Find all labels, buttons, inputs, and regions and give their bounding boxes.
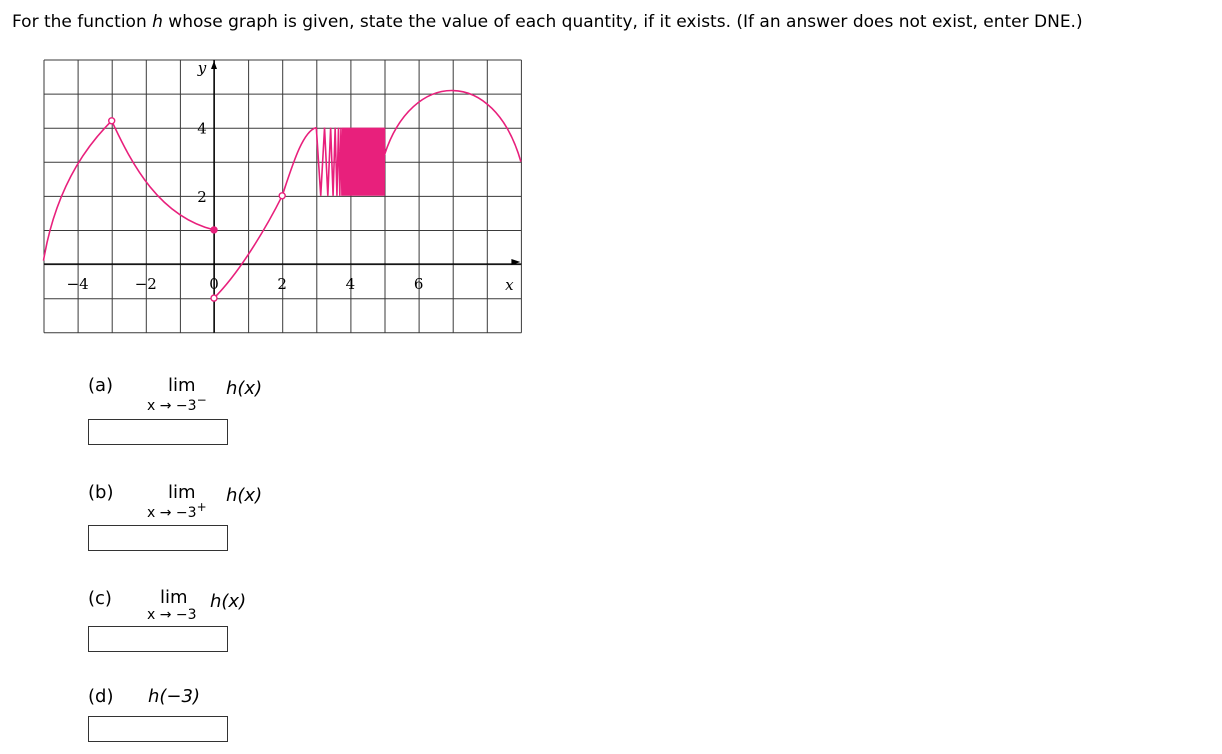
part-d-answer-input[interactable] [88,716,228,742]
part-c-func: h(x) [210,591,247,612]
y-axis-arrow [211,61,217,69]
part-d-label: (d) [88,686,114,707]
part-b-lim: lim [168,482,196,503]
curve-oscillation [316,128,384,196]
x-tick-label: 0 [209,275,219,293]
y-axis-label: y [197,59,207,77]
part-c-label: (c) [88,588,112,609]
y-tick-label: 2 [197,187,207,206]
open-point-at-neg3 [109,118,115,124]
x-tick-label: −4 [66,275,89,293]
part-c-sub-base: x → −3 [147,607,197,623]
y-tick-label: 4 [197,119,207,138]
prompt-text-after: whose graph is given, state the value of each quantity, if it exists. (If an answer does not exist, enter DNE.) [162,12,1083,32]
part-b-answer-input[interactable] [88,525,228,551]
closed-point-at-0 [211,227,217,233]
part-a-label: (a) [88,375,114,396]
part-b-sub-base: x → −3 [147,505,197,521]
x-tick-label: −2 [134,275,157,293]
part-a-lim: lim [168,375,196,396]
part-a-sub-base: x → −3 [147,398,197,414]
function-graph [0,0,540,340]
part-b-label: (b) [88,482,114,503]
part-a-subscript [147,393,207,414]
open-point-at-2 [279,193,285,199]
curve-middle-rise [214,128,316,299]
x-axis-label: x [505,276,514,294]
part-a-func: h(x) [226,378,263,399]
part-a-answer-input[interactable] [88,419,228,445]
x-tick-label: 4 [345,275,356,293]
part-d-expr: h(−3) [148,686,200,707]
part-c-lim: lim [160,587,188,608]
part-c-answer-input[interactable] [88,626,228,652]
part-c-subscript [147,607,197,623]
part-a-sub-sup: − [196,393,207,407]
open-point-at-0-lower [211,295,217,301]
part-b-subscript [147,500,207,521]
part-b-sub-sup: + [196,500,207,514]
part-b-func: h(x) [226,485,263,506]
x-tick-label: 6 [413,275,424,293]
x-tick-label: 2 [277,275,287,293]
prompt-func-name: h [152,12,163,32]
prompt-text-before: For the function [12,12,153,32]
